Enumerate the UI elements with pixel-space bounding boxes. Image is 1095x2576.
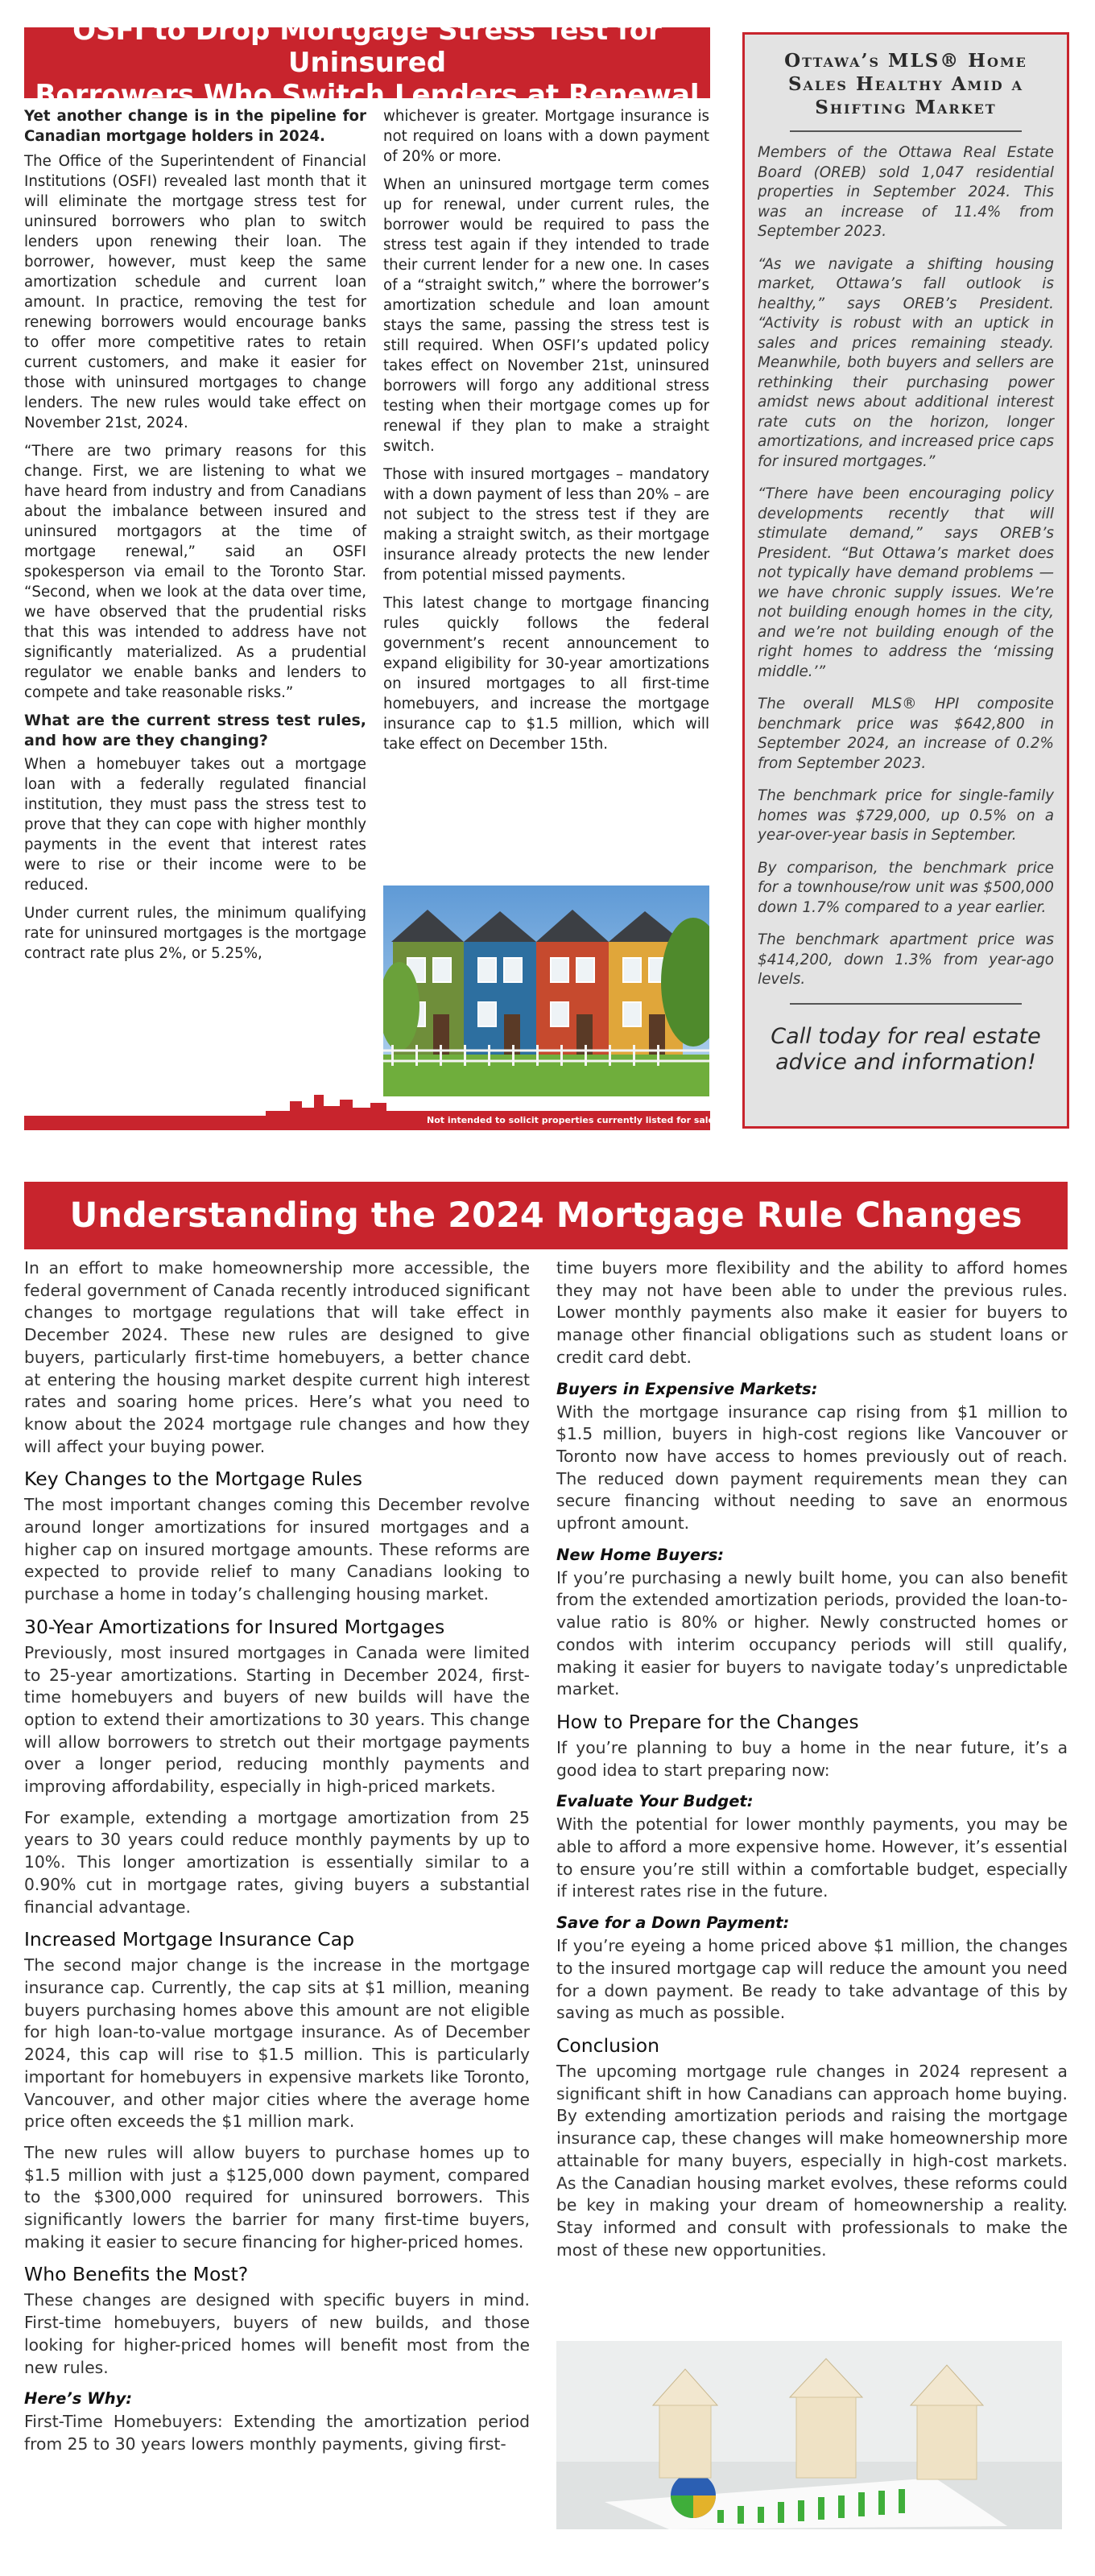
- top-column-right: [383, 106, 709, 762]
- city-skyline-footer: [24, 1090, 718, 1130]
- top-subhead: What are the current stress test rules, and how are they changing?: [24, 712, 366, 749]
- sidebar-paragraph: “As we navigate a shifting housing market, Ottawa’s fall outlook is healthy,” says OREB’s President. “Activity is robust with an uptick in sales and prices remaining steady. Meanwhile, both buyers and sellers are rethinking their purchasing power amidst news about additional interest rate cuts on the horizon, longer amortizations, and increased price caps for insured mortgages.”: [758, 255, 1054, 470]
- top-paragraph: “There are two primary reasons for this change. First, we are listening to what we have heard from industry and from Canadians about the imbalance between insured and uninsured mortgagors at the time of mortgage renewal,” said an OSFI spokesperson via email to the Toronto Star. “Second, when we look at the data over time, we have observed that the prudential risks that this was intended to address have not significantly materialized. As a prudential regulator we enable banks and lenders to compete and take reasonable risks.”: [24, 443, 366, 701]
- paragraph: With the potential for lower monthly payments, you may be able to afford a more expensive home. However, it’s essential to ensure you’re still within a comfortable budget, especially if interest rates rise in the future.: [556, 1814, 1068, 1901]
- bottom-article-body: [24, 1257, 1068, 2562]
- call-to-action: Call today for real estate advice and information!: [771, 1023, 1041, 1075]
- paragraph: time buyers more flexibility and the ability to afford homes they may not have been able to under the previous rules. Lower monthly payments also make it easier for buyers to manage other financial obligations such as student loans or credit card debt.: [556, 1258, 1068, 1367]
- top-paragraph: When an uninsured mortgage term comes up for renewal, under current rules, the borrower would be required to pass the stress test again if they intended to trade their current lender for a new one. In cases of a “straight switch,” where the borrower’s amortization schedule and loan amount stays the same, passing the stress test is still required. When OSFI’s updated policy takes effect on November 21st, uninsured borrowers will forgo any additional stress testing when their mortgage comes up for renewal if they plan to make a straight switch.: [383, 176, 709, 455]
- paragraph: These changes are designed with specific buyers in mind. First-time homebuyers, buyers of new builds, and those looking for higher-priced homes will benefit most from the new rules.: [24, 2290, 530, 2377]
- model-houses-photo: [556, 2341, 1062, 2529]
- sidebar-paragraph: The benchmark price for single-family homes was $729,000, up 0.5% on a year-over-year basis in September.: [758, 787, 1054, 844]
- sidebar-paragraph: “There have been encouraging policy developments recently that will stimulate demand,” says OREB’s President. “But Ottawa’s market does not typically have demand problems — we have chronic supply issues. We’re not building enough homes in the city, and we’re not building enough of the right homes to address the ‘missing middle.’”: [758, 485, 1054, 680]
- paragraph: The most important changes coming this December revolve around longer amortizations for insured mortgages and a higher cap on insured mortgage amounts. These reforms are expected to provide relief to many Canadians looking to purchase a home in today’s challenging housing market.: [24, 1495, 530, 1604]
- bottom-column-right: [556, 1257, 1068, 2270]
- top-article: [24, 14, 718, 1132]
- bottom-column-left: [24, 1257, 530, 2465]
- paragraph: With the mortgage insurance cap rising from $1 million to $1.5 million, buyers in high-cost regions like Vancouver or Toronto now have access to homes previously out of reach. The reduced down payment requirements mean they can secure financing without needing to save an enormous upfront amount.: [556, 1402, 1068, 1534]
- top-article-body: [24, 106, 718, 1127]
- top-title-line-1: OSFI to Drop Mortgage Stress Test for Uninsured: [72, 14, 662, 79]
- sidebar-paragraph: The overall MLS® HPI composite benchmark price was $642,800 in September 2024, an increase of 0.2% from September 2023.: [758, 696, 1054, 772]
- top-title-line-2: Borrowers Who Switch Lenders at Renewal: [35, 79, 700, 111]
- ottawa-sidebar: [742, 32, 1069, 1129]
- top-paragraph: Under current rules, the minimum qualifying rate for uninsured mortgages is the mortgage contract rate plus 2%, or 5.25%,: [24, 905, 366, 962]
- paragraph: The upcoming mortgage rule changes in 2024 represent a significant shift in how Canadians can approach home buying. By extending amortization periods and raising the mortgage insurance cap, these changes will make homeownership more attainable for many buyers, especially in high-cost markets. As the Canadian housing market evolves, these reforms could be key in making your dream of homeownership a reality. Stay informed and consult with professionals to make the most of these new opportunities.: [556, 2061, 1068, 2260]
- sidebar-paragraph: By comparison, the benchmark price for a townhouse/row unit was $500,000 down 1.7% compared to a year earlier.: [758, 859, 1054, 916]
- paragraph: The new rules will allow buyers to purchase homes up to $1.5 million with just a $125,000 down payment, compared to the $300,000 required for uninsured borrowers. This significantly lowers the barrier for many first-time buyers, making it easier to secure financing for higher-priced homes.: [24, 2142, 530, 2252]
- top-paragraph: The Office of the Superintendent of Financial Institutions (OSFI) revealed last month that it will eliminate the mortgage stress test for uninsured borrowers who plan to switch lenders upon renewing their loan. The borrower, however, must keep the same amortization schedule and current loan amount. In practice, removing the test for renewing borrowers would encourage banks to offer more competitive rates to retain current customers, and make it easier for those with uninsured mortgages to change lenders. The new rules would take effect on November 21st, 2024.: [24, 153, 366, 431]
- paragraph: The second major change is the increase in the mortgage insurance cap. Currently, the cap sits at $1 million, meaning buyers purchasing homes above this amount are not eligible for high loan-to-value mortgage insurance. As of December 2024, this cap will rise to $1.5 million. This is particularly important for homebuyers in expensive markets like Toronto, Vancouver, and other major cities where the average home price often exceeds the $1 million mark.: [24, 1955, 530, 2132]
- divider: [790, 130, 1022, 132]
- section-heading: 30-Year Amortizations for Insured Mortgages: [24, 1615, 445, 1638]
- sidebar-body: [758, 143, 1054, 990]
- section-heading: Key Changes to the Mortgage Rules: [24, 1468, 362, 1491]
- paragraph: If you’re eyeing a home priced above $1 million, the changes to the insured mortgage cap will reduce the amount you need for a down payment. Be ready to take advantage of this by saving as much as possible.: [556, 1936, 1068, 2023]
- top-paragraph: This latest change to mortgage financing rules quickly follows the federal government’s recent announcement to expand eligibility for 30-year amortizations on insured mortgages to all first-time homebuyers, and increase the mortgage insurance cap to $1.5 million, which will take effect on December 15th.: [383, 595, 709, 753]
- sidebar-paragraph: The benchmark apartment price was $414,200, down 1.3% from year-ago levels.: [758, 931, 1054, 988]
- top-lead: Yet another change is in the pipeline for Canadian mortgage holders in 2024.: [24, 108, 366, 145]
- subheading: Evaluate Your Budget:: [556, 1792, 754, 1811]
- section-heading: Increased Mortgage Insurance Cap: [24, 1928, 355, 1951]
- bottom-article-title: Understanding the 2024 Mortgage Rule Changes: [24, 1182, 1068, 1249]
- divider: [790, 1003, 1022, 1005]
- section-heading: How to Prepare for the Changes: [556, 1710, 859, 1733]
- section-heading: Conclusion: [556, 2033, 660, 2057]
- paragraph: If you’re purchasing a newly built home, you can also benefit from the extended amortization periods, provided the loan-to-value ratio is 80% or higher. Newly constructed homes or condos with interim occupancy periods will still qualify, making it easier for buyers to navigate today’s unpredictable market.: [556, 1567, 1068, 1699]
- top-paragraph: When a homebuyer takes out a mortgage loan with a federally regulated financial institution, they must pass the stress test to prove that they can cope with higher monthly payments in the event that interest rates were to rise or their income were to be reduced.: [24, 756, 366, 894]
- townhouse-photo: [383, 886, 709, 1096]
- top-article-title: [24, 14, 710, 111]
- subheading: Save for a Down Payment:: [556, 1913, 790, 1933]
- paragraph: For example, extending a mortgage amortization from 25 years to 30 years could reduce monthly payments by up to 10%. This longer amortization is essentially similar to a 0.90% cut in mortgage rates, giving buyers a substantial financial advantage.: [24, 1807, 530, 1917]
- top-paragraph: whichever is greater. Mortgage insurance is not required on loans with a down payment of 20% or more.: [383, 108, 709, 165]
- top-column-left: [24, 106, 366, 972]
- paragraph: Previously, most insured mortgages in Canada were limited to 25-year amortizations. Starting in December 2024, first-time homebuyers and buyers of new builds will have the option to extend their amortizations to 30 years. This change will allow borrowers to stretch out their mortgage payments over a longer period, reducing monthly payments and improving affordability, especially in high-priced markets.: [24, 1642, 530, 1797]
- paragraph: First-Time Homebuyers: Extending the amortization period from 25 to 30 years lowers monthly payments, giving first-: [24, 2412, 530, 2454]
- subheading: New Home Buyers:: [556, 1545, 725, 1564]
- subheading: Buyers in Expensive Markets:: [556, 1379, 818, 1398]
- sidebar-paragraph: Members of the Ottawa Real Estate Board (OREB) sold 1,047 residential properties in September 2024. This was an increase of 11.4% from September 2023.: [758, 144, 1054, 240]
- top-paragraph: Those with insured mortgages – mandatory with a down payment of less than 20% – are not subject to the stress test if they are making a straight switch, as their mortgage insurance already protects the new lender from potential missed payments.: [383, 466, 709, 584]
- intro-paragraph: In an effort to make homeownership more accessible, the federal government of Canada recently introduced significant changes to mortgage regulations that will take effect in December 2024. These new rules are designed to give buyers, particularly first-time homebuyers, a better chance at entering the housing market despite current high interest rates and soaring home prices. Here’s what you need to know about the 2024 mortgage rule changes and how they will affect your buying power.: [24, 1258, 530, 1456]
- paragraph: If you’re planning to buy a home in the near future, it’s a good idea to start preparing now:: [556, 1737, 1068, 1780]
- sidebar-title: Ottawa’s MLS® Home Sales Healthy Amid a Shifting Market: [784, 50, 1027, 118]
- section-heading: Who Benefits the Most?: [24, 2263, 249, 2286]
- disclaimer-text: Not intended to solicit properties currently listed for sale.: [427, 1115, 718, 1125]
- subheading: Here’s Why:: [24, 2389, 133, 2409]
